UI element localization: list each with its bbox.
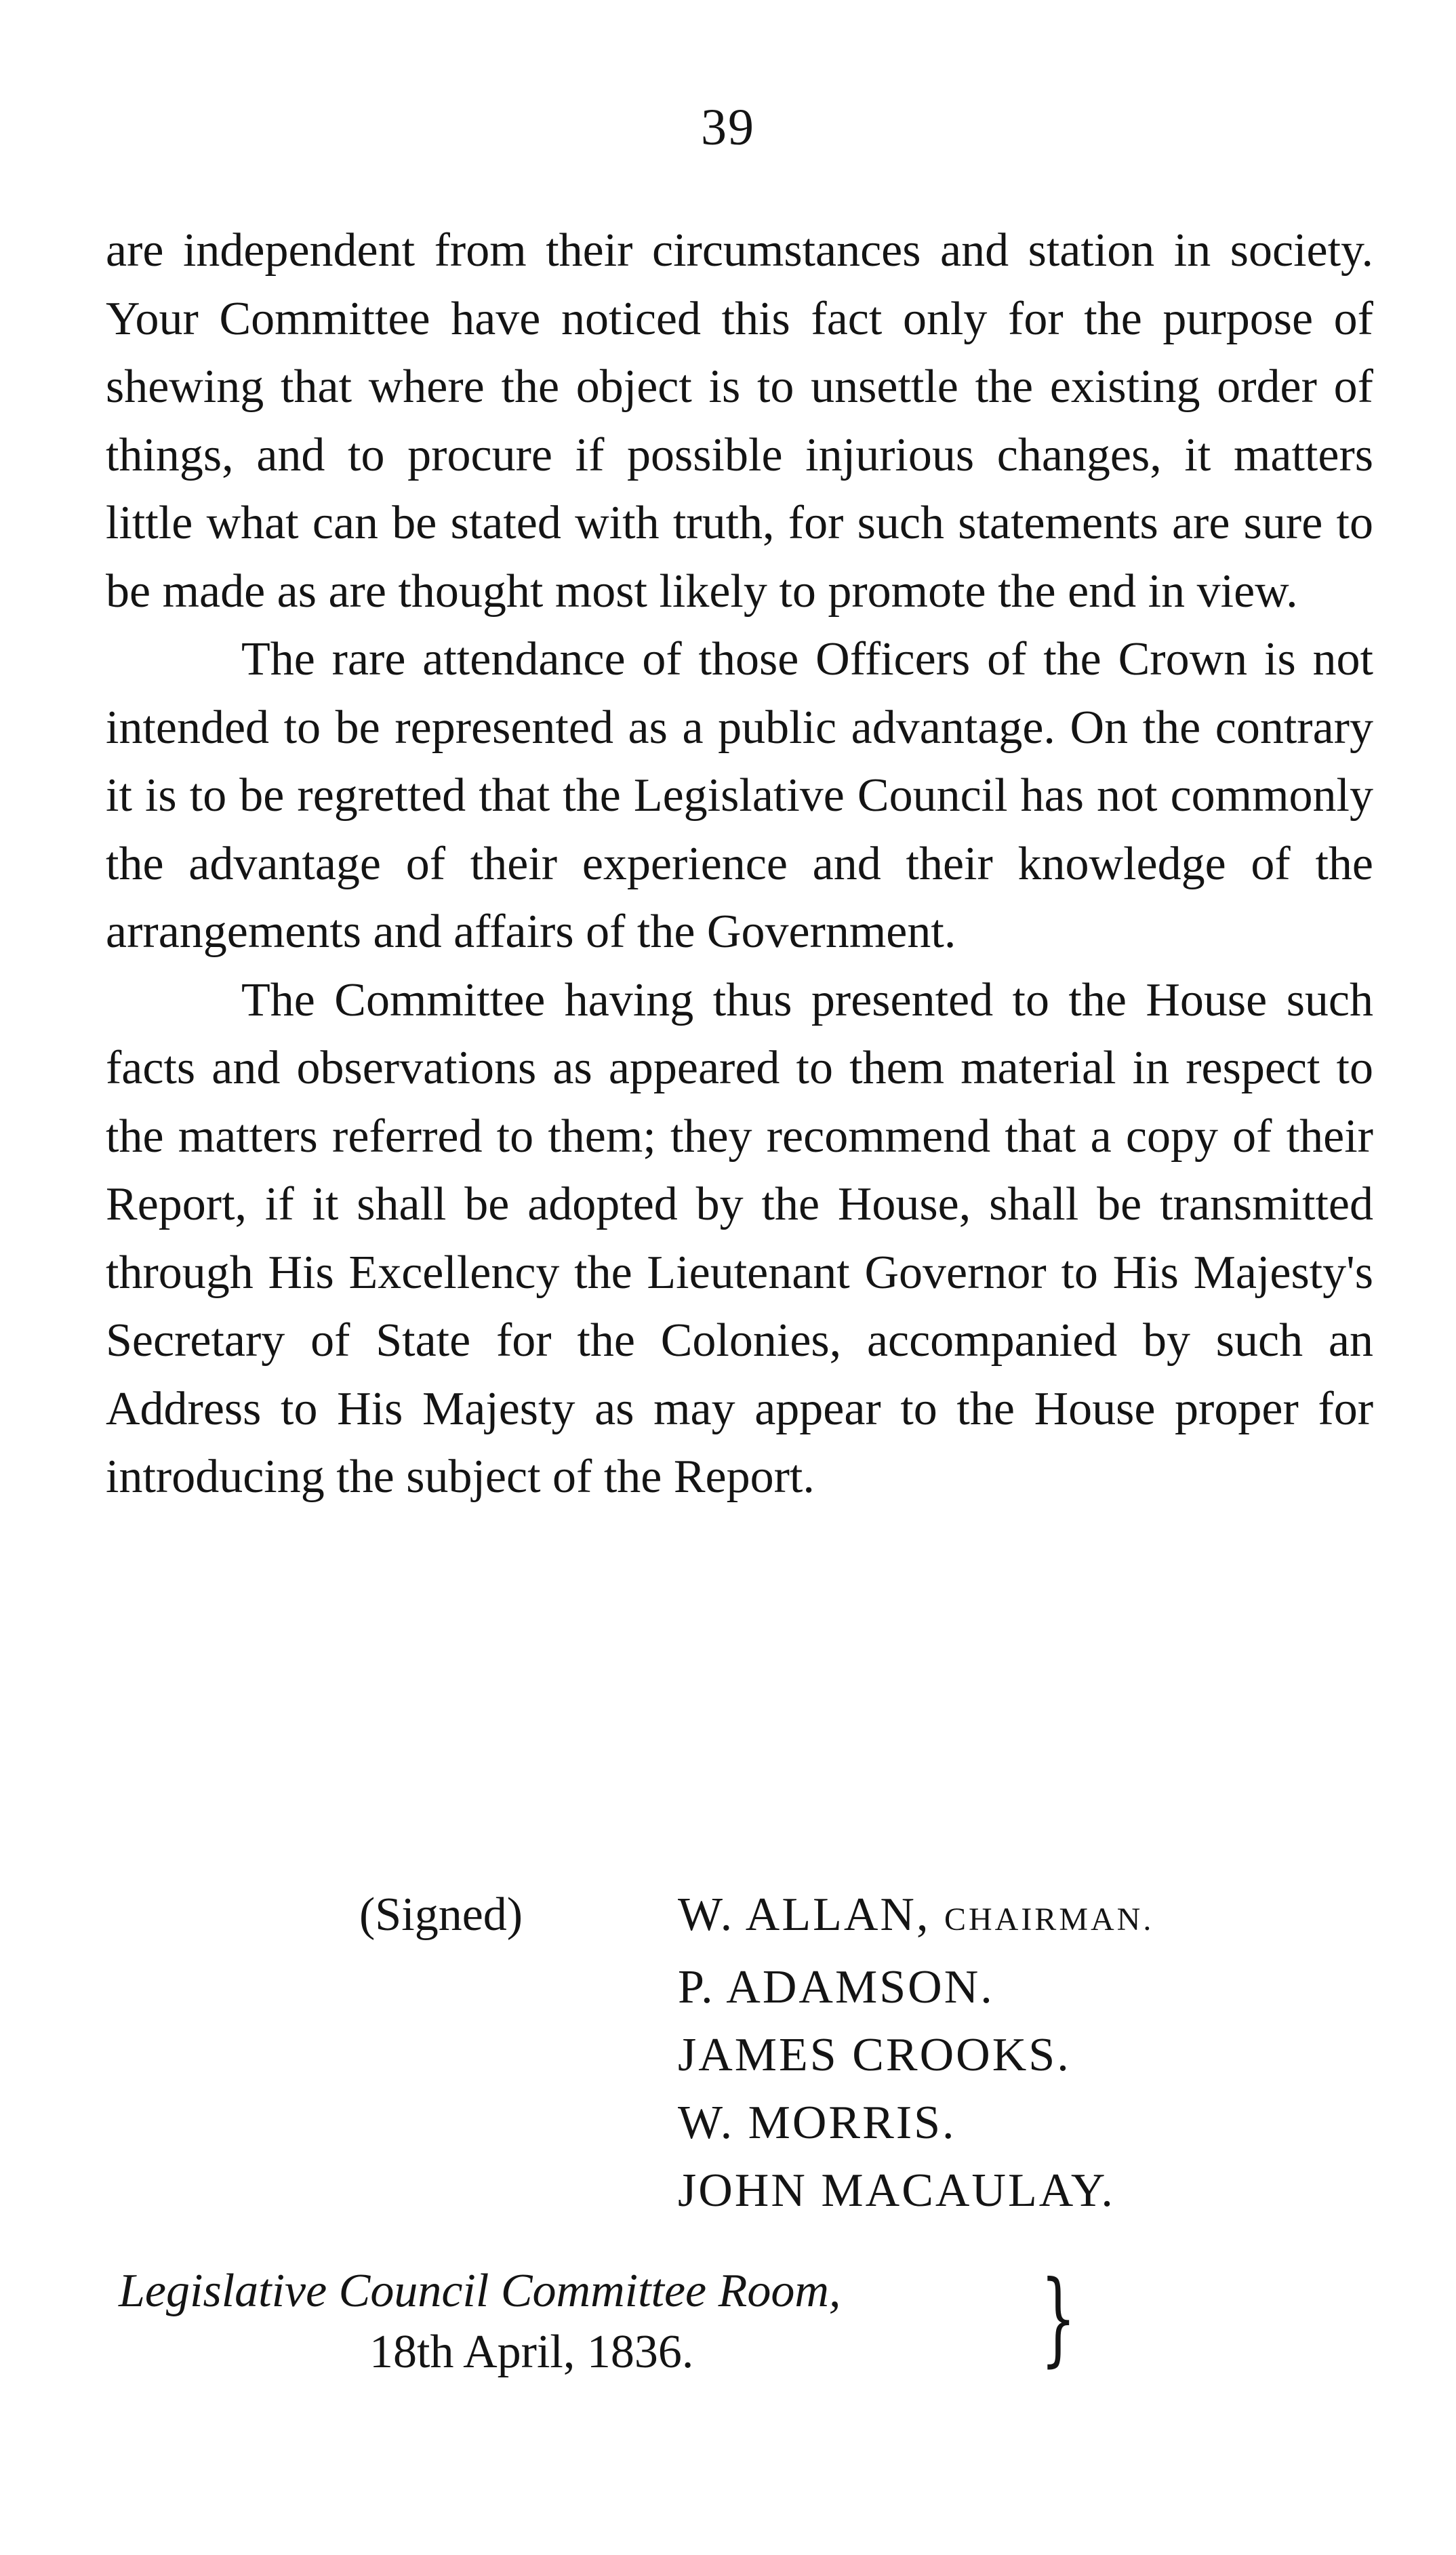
report-body — [106, 217, 1373, 1512]
signatory-member: W. MORRIS. — [678, 2097, 956, 2149]
signatory-member: P. ADAMSON. — [678, 1961, 994, 2013]
signed-label: (Signed) — [359, 1889, 523, 1941]
chairman-name: W. ALLAN, — [678, 1889, 931, 1941]
signatory-member: JAMES CROOKS. — [678, 2029, 1071, 2081]
place-date-block — [119, 2261, 1101, 2383]
report-paragraph-recommendation: The Committee having thus presented to the House such facts and observations as appeared to them material in respect to the matters referred to them; they recommend that a copy of their Report, if it shall be adopted by the House, shall be transmitted through His Excellency the Lieutenant Governor to His Majesty's Secretary of State for the Colonies, accompanied by such an Address to His Majesty as may appear to the House proper for introducing the subject of the Report. — [106, 973, 1373, 1503]
curly-brace-icon: } — [1040, 2259, 1076, 2377]
chairman-role: CHAIRMAN. — [944, 1902, 1154, 1937]
signatory-list — [678, 1881, 1154, 2225]
date-line: 18th April, 1836. — [369, 2326, 694, 2378]
signatory-chairman — [678, 1881, 1154, 1954]
report-paragraph-continuation: are independent from their circumstances and station in society. Your Committee have noticed this fact only for the purpose of shewing that where the object is to unsettle the existing order of things, and to procure if possible injurious changes, it matters little what can be stated with truth, for such statements are sure to be made as are thought most likely to promote the end in view. — [106, 224, 1373, 618]
report-paragraph-crown-officers: The rare attendance of those Officers of the Crown is not intended to be represented as a public advantage. On the contrary it is to be regretted that the Legislative Council has not commonly the advantage of their experience and their knowledge of the arrangements and affairs of the Government. — [106, 633, 1373, 958]
signatory-member: JOHN MACAULAY. — [678, 2165, 1115, 2217]
page-number: 39 — [701, 99, 755, 156]
place-line: Legislative Council Committee Room, — [119, 2265, 841, 2317]
